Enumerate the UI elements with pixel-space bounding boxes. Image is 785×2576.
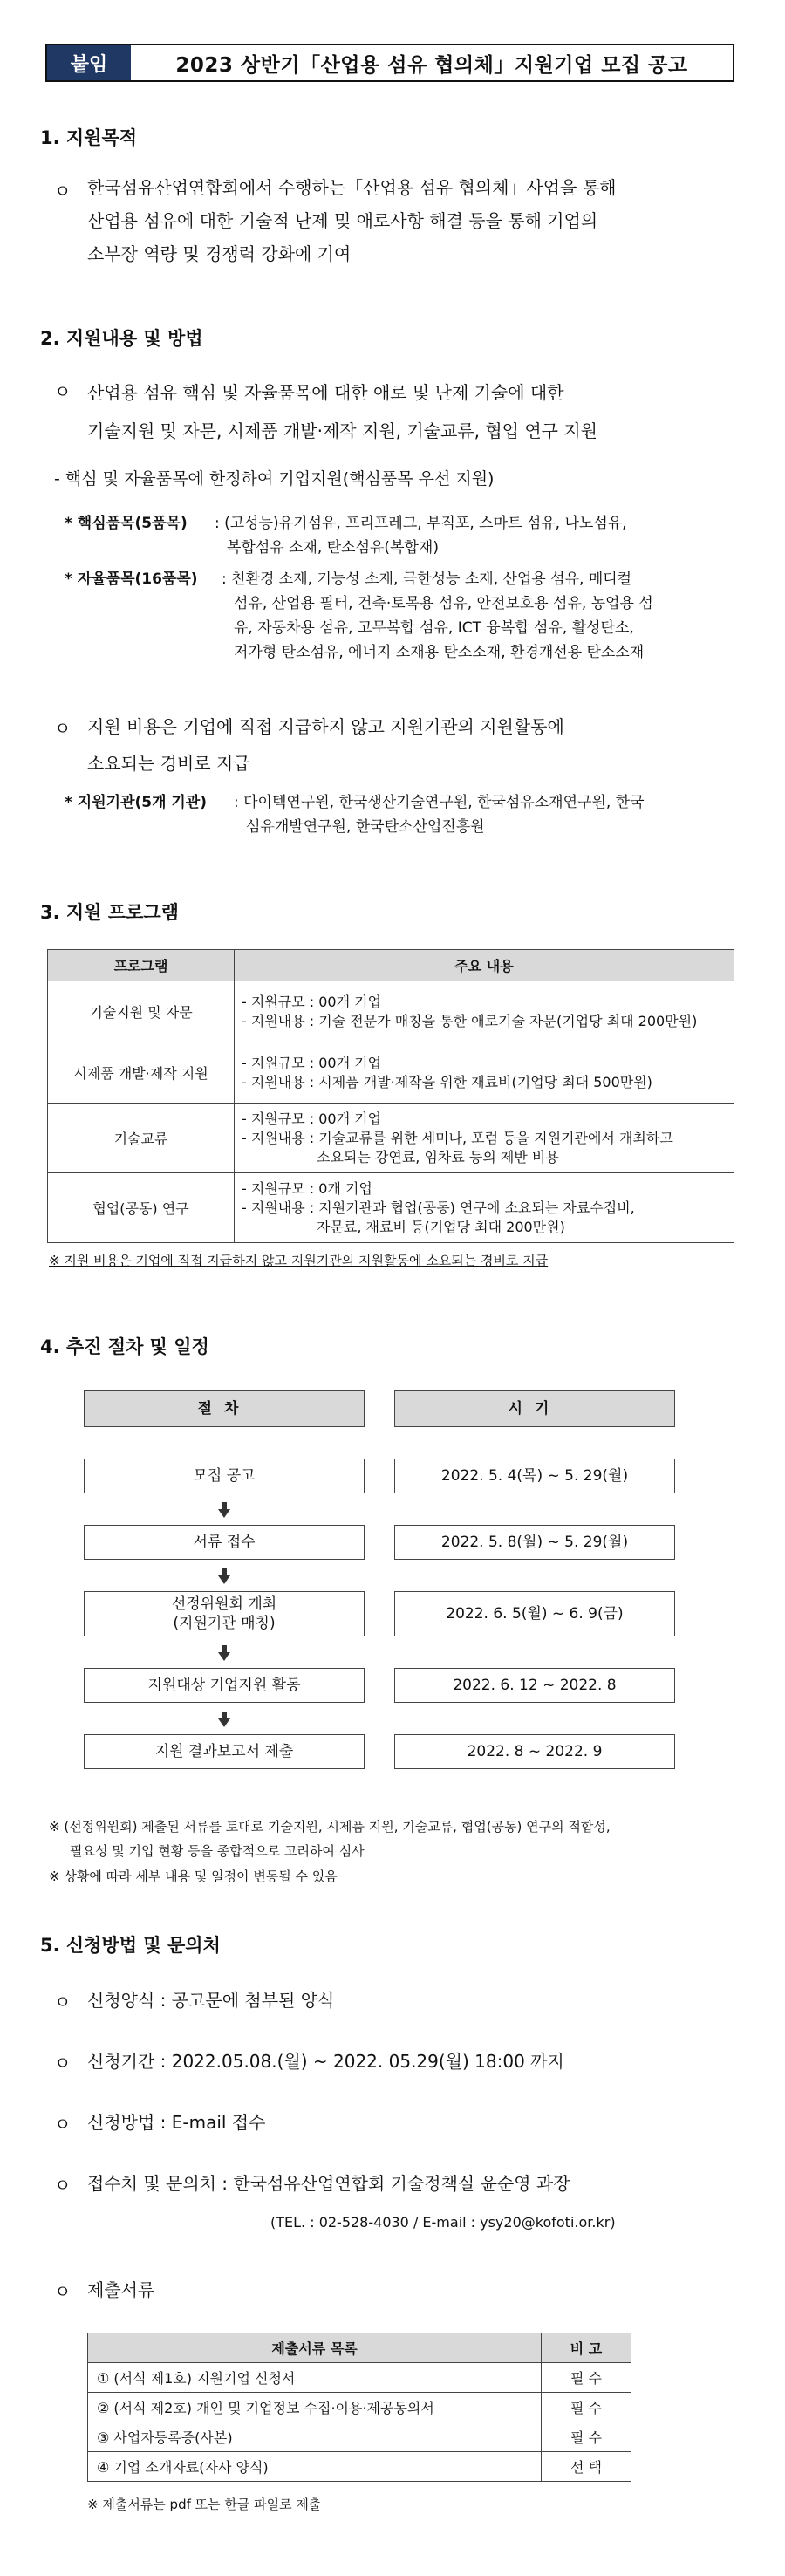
procedure-step: 지원 결과보고서 제출: [84, 1734, 365, 1769]
text-line: 지원 비용은 기업에 직접 지급하지 않고 지원기관의 지원활동에: [87, 716, 564, 737]
doc-name: ③ 사업자등록증(사본): [88, 2422, 542, 2452]
down-arrow-icon: [218, 1652, 230, 1661]
section-3-heading: 3. 지원 프로그램: [40, 902, 179, 923]
table-header: 제출서류 목록: [88, 2333, 542, 2363]
text-line: 소요되는 경비로 지급: [87, 753, 250, 774]
text-line: 필요성 및 기업 현황 등을 종합적으로 고려하여 심사: [70, 1843, 365, 1859]
program-name: 기술지원 및 자문: [48, 981, 235, 1042]
bullet-marker: ㅇ: [54, 718, 72, 739]
text-line: 기술지원 및 자문, 시제품 개발·제작 지원, 기술교류, 협업 연구 지원: [87, 420, 597, 441]
text-line: ※ (선정위원회) 제출된 서류를 토대로 기술지원, 시제품 지원, 기술교류, 협업(공동) 연구의 적합성,: [49, 1819, 611, 1835]
bullet-marker: ㅇ: [54, 2114, 72, 2135]
procedure-note-1: [49, 1814, 611, 1863]
text-line: - 지원내용 : 지원기관과 협업(공동) 연구에 소요되는 자료수집비,: [242, 1199, 635, 1216]
text-line: : 다이텍연구원, 한국생산기술연구원, 한국섬유소재연구원, 한국: [234, 794, 645, 811]
program-detail: [235, 1042, 734, 1104]
text-line: - 지원내용 : 시제품 개발·제작을 위한 재료비(기업당 최대 500만원): [242, 1073, 652, 1090]
bullet-marker: ㅇ: [54, 2053, 72, 2074]
table-row: [48, 1104, 734, 1173]
procedure-step: 서류 접수: [84, 1525, 365, 1560]
bullet-marker: ㅇ: [54, 2175, 72, 2196]
bullet-marker: ㅇ: [54, 381, 72, 402]
section-5-heading: 5. 신청방법 및 문의처: [40, 1935, 221, 1956]
doc-requirement: 필 수: [542, 2363, 631, 2393]
text-line: 섬유, 산업용 필터, 건축·토목용 섬유, 안전보호용 섬유, 농업용 섬: [234, 595, 653, 612]
procedure-column-header: 절차: [84, 1390, 365, 1427]
table-row: [48, 981, 734, 1042]
program-detail: [235, 1173, 734, 1243]
procedure-step: 모집 공고: [84, 1459, 365, 1493]
doc-requirement: 필 수: [542, 2393, 631, 2422]
step-period: 2022. 6. 12 ~ 2022. 8: [394, 1668, 675, 1703]
text-line: - 지원규모 : 00개 기업: [242, 993, 382, 1010]
submission-docs-label: 제출서류: [87, 2279, 155, 2300]
procedure-note-2: ※ 상황에 따라 세부 내용 및 일정이 변동될 수 있음: [49, 1869, 338, 1884]
text-line: - 지원규모 : 00개 기업: [242, 1054, 382, 1071]
down-arrow-icon: [218, 1509, 230, 1518]
program-detail: [235, 1104, 734, 1173]
table-header: 프로그램: [48, 950, 235, 981]
section-1-text: [87, 171, 616, 270]
step-period: 2022. 5. 8(월) ~ 5. 29(월): [394, 1525, 675, 1560]
core-items-list: [215, 511, 738, 560]
section-2-bullet-1: [87, 373, 597, 450]
institutions-list: [234, 790, 757, 839]
section-4-heading: 4. 추진 절차 및 일정: [40, 1336, 209, 1357]
contact-office: 접수처 및 문의처 : 한국섬유산업연합회 기술정책실 윤순영 과장: [87, 2173, 570, 2194]
program-name: 협업(공동) 연구: [48, 1173, 235, 1243]
procedure-step: 지원대상 기업지원 활동: [84, 1668, 365, 1703]
procedure-step: 선정위원회 개최 (지원기관 매칭): [84, 1591, 365, 1636]
text-line: 소부장 역량 및 경쟁력 강화에 기여: [87, 243, 352, 264]
doc-requirement: 필 수: [542, 2422, 631, 2452]
step-period: 2022. 6. 5(월) ~ 6. 9(금): [394, 1591, 675, 1636]
core-items-label: * 핵심품목(5품목): [65, 515, 188, 532]
doc-name: ② (서식 제2호) 개인 및 기업정보 수집·이용·제공동의서: [88, 2393, 542, 2422]
text-line: - 지원내용 : 기술 전문가 매칭을 통한 애로기술 자문(기업당 최대 200만원): [242, 1012, 698, 1029]
text-line: - 지원내용 : 기술교류를 위한 세미나, 포럼 등을 지원기관에서 개최하고: [242, 1129, 673, 1146]
program-name: 시제품 개발·제작 지원: [48, 1042, 235, 1104]
section-2-dash-item: - 핵심 및 자율품목에 한정하여 기업지원(핵심품목 우선 지원): [54, 469, 495, 489]
step-period: 2022. 5. 4(목) ~ 5. 29(월): [394, 1459, 675, 1493]
down-arrow-icon: [218, 1575, 230, 1584]
table-row: [88, 2452, 631, 2482]
submission-docs-note: ※ 제출서류는 pdf 또는 한글 파일로 제출: [87, 2497, 322, 2512]
text-line: 저가형 탄소섬유, 에너지 소재용 탄소소재, 환경개선용 탄소소재: [234, 644, 645, 661]
text-line: - 지원규모 : 00개 기업: [242, 1110, 382, 1127]
program-name: 기술교류: [48, 1104, 235, 1173]
bullet-marker: ㅇ: [54, 2281, 72, 2302]
attachment-tag: 붙임: [47, 45, 131, 80]
doc-name: ① (서식 제1호) 지원기업 신청서: [88, 2363, 542, 2393]
application-method: 신청방법 : E-mail 접수: [87, 2112, 266, 2133]
section-1-heading: 1. 지원목적: [40, 127, 138, 148]
table-header-row: [88, 2333, 631, 2363]
table-row: [48, 1042, 734, 1104]
down-arrow-icon: [218, 1718, 230, 1727]
bullet-marker: ㅇ: [54, 181, 72, 202]
doc-name: ④ 기업 소개자료(자사 양식): [88, 2452, 542, 2482]
text-line: 섬유개발연구원, 한국탄소산업진흥원: [246, 818, 485, 836]
table-row: [88, 2363, 631, 2393]
text-line: 유, 자동차용 섬유, 고무복합 섬유, ICT 융복합 섬유, 활성탄소,: [234, 619, 634, 637]
auto-items-list: [222, 567, 745, 665]
text-line: 산업용 섬유 핵심 및 자율품목에 대한 애로 및 난제 기술에 대한: [87, 382, 564, 403]
program-note: ※ 지원 비용은 기업에 직접 지급하지 않고 지원기관의 지원활동에 소요되는 경비로 지급: [49, 1253, 549, 1268]
text-line: : (고성능)유기섬유, 프리프레그, 부직포, 스마트 섬유, 나노섬유,: [215, 515, 627, 532]
auto-items-label: * 자율품목(16품목): [65, 571, 198, 588]
table-row: [48, 1173, 734, 1243]
text-line: 산업용 섬유에 대한 기술적 난제 및 애로사항 해결 등을 통해 기업의: [87, 210, 598, 231]
bullet-marker: ㅇ: [54, 1992, 72, 2012]
text-line: 자문료, 재료비 등(기업당 최대 200만원): [317, 1218, 565, 1235]
section-2-bullet-2: [87, 708, 564, 782]
application-form: 신청양식 : 공고문에 첨부된 양식: [87, 1990, 335, 2011]
doc-requirement: 선 택: [542, 2452, 631, 2482]
contact-info: (TEL. : 02-528-4030 / E-mail : ysy20@kofoti.or.kr): [270, 2214, 616, 2231]
table-row: [88, 2422, 631, 2452]
document-title: 2023 상반기「산업용 섬유 협의체」지원기업 모집 공고: [175, 53, 688, 77]
program-detail: [235, 981, 734, 1042]
text-line: - 지원규모 : 0개 기업: [242, 1179, 372, 1197]
section-2-heading: 2. 지원내용 및 방법: [40, 328, 203, 349]
program-table: [47, 949, 734, 1243]
institutions-label: * 지원기관(5개 기관): [65, 794, 208, 811]
application-period: 신청기간 : 2022.05.08.(월) ~ 2022. 05.29(월) 18:00 까지: [87, 2051, 564, 2072]
submission-docs-table: [87, 2333, 631, 2482]
table-header: 주요 내용: [235, 950, 734, 981]
title-box: [45, 44, 734, 82]
table-row: [88, 2393, 631, 2422]
text-line: 한국섬유산업연합회에서 수행하는「산업용 섬유 협의체」사업을 통해: [87, 177, 617, 198]
period-column-header: 시기: [394, 1390, 675, 1427]
step-period: 2022. 8 ~ 2022. 9: [394, 1734, 675, 1769]
text-line: 복합섬유 소재, 탄소섬유(복합재): [227, 539, 439, 557]
text-line: 소요되는 강연료, 임차료 등의 제반 비용: [317, 1148, 559, 1165]
table-header-row: [48, 950, 734, 981]
text-line: : 친환경 소재, 기능성 소재, 극한성능 소재, 산업용 섬유, 메디컬: [222, 571, 632, 588]
table-header: 비 고: [542, 2333, 631, 2363]
